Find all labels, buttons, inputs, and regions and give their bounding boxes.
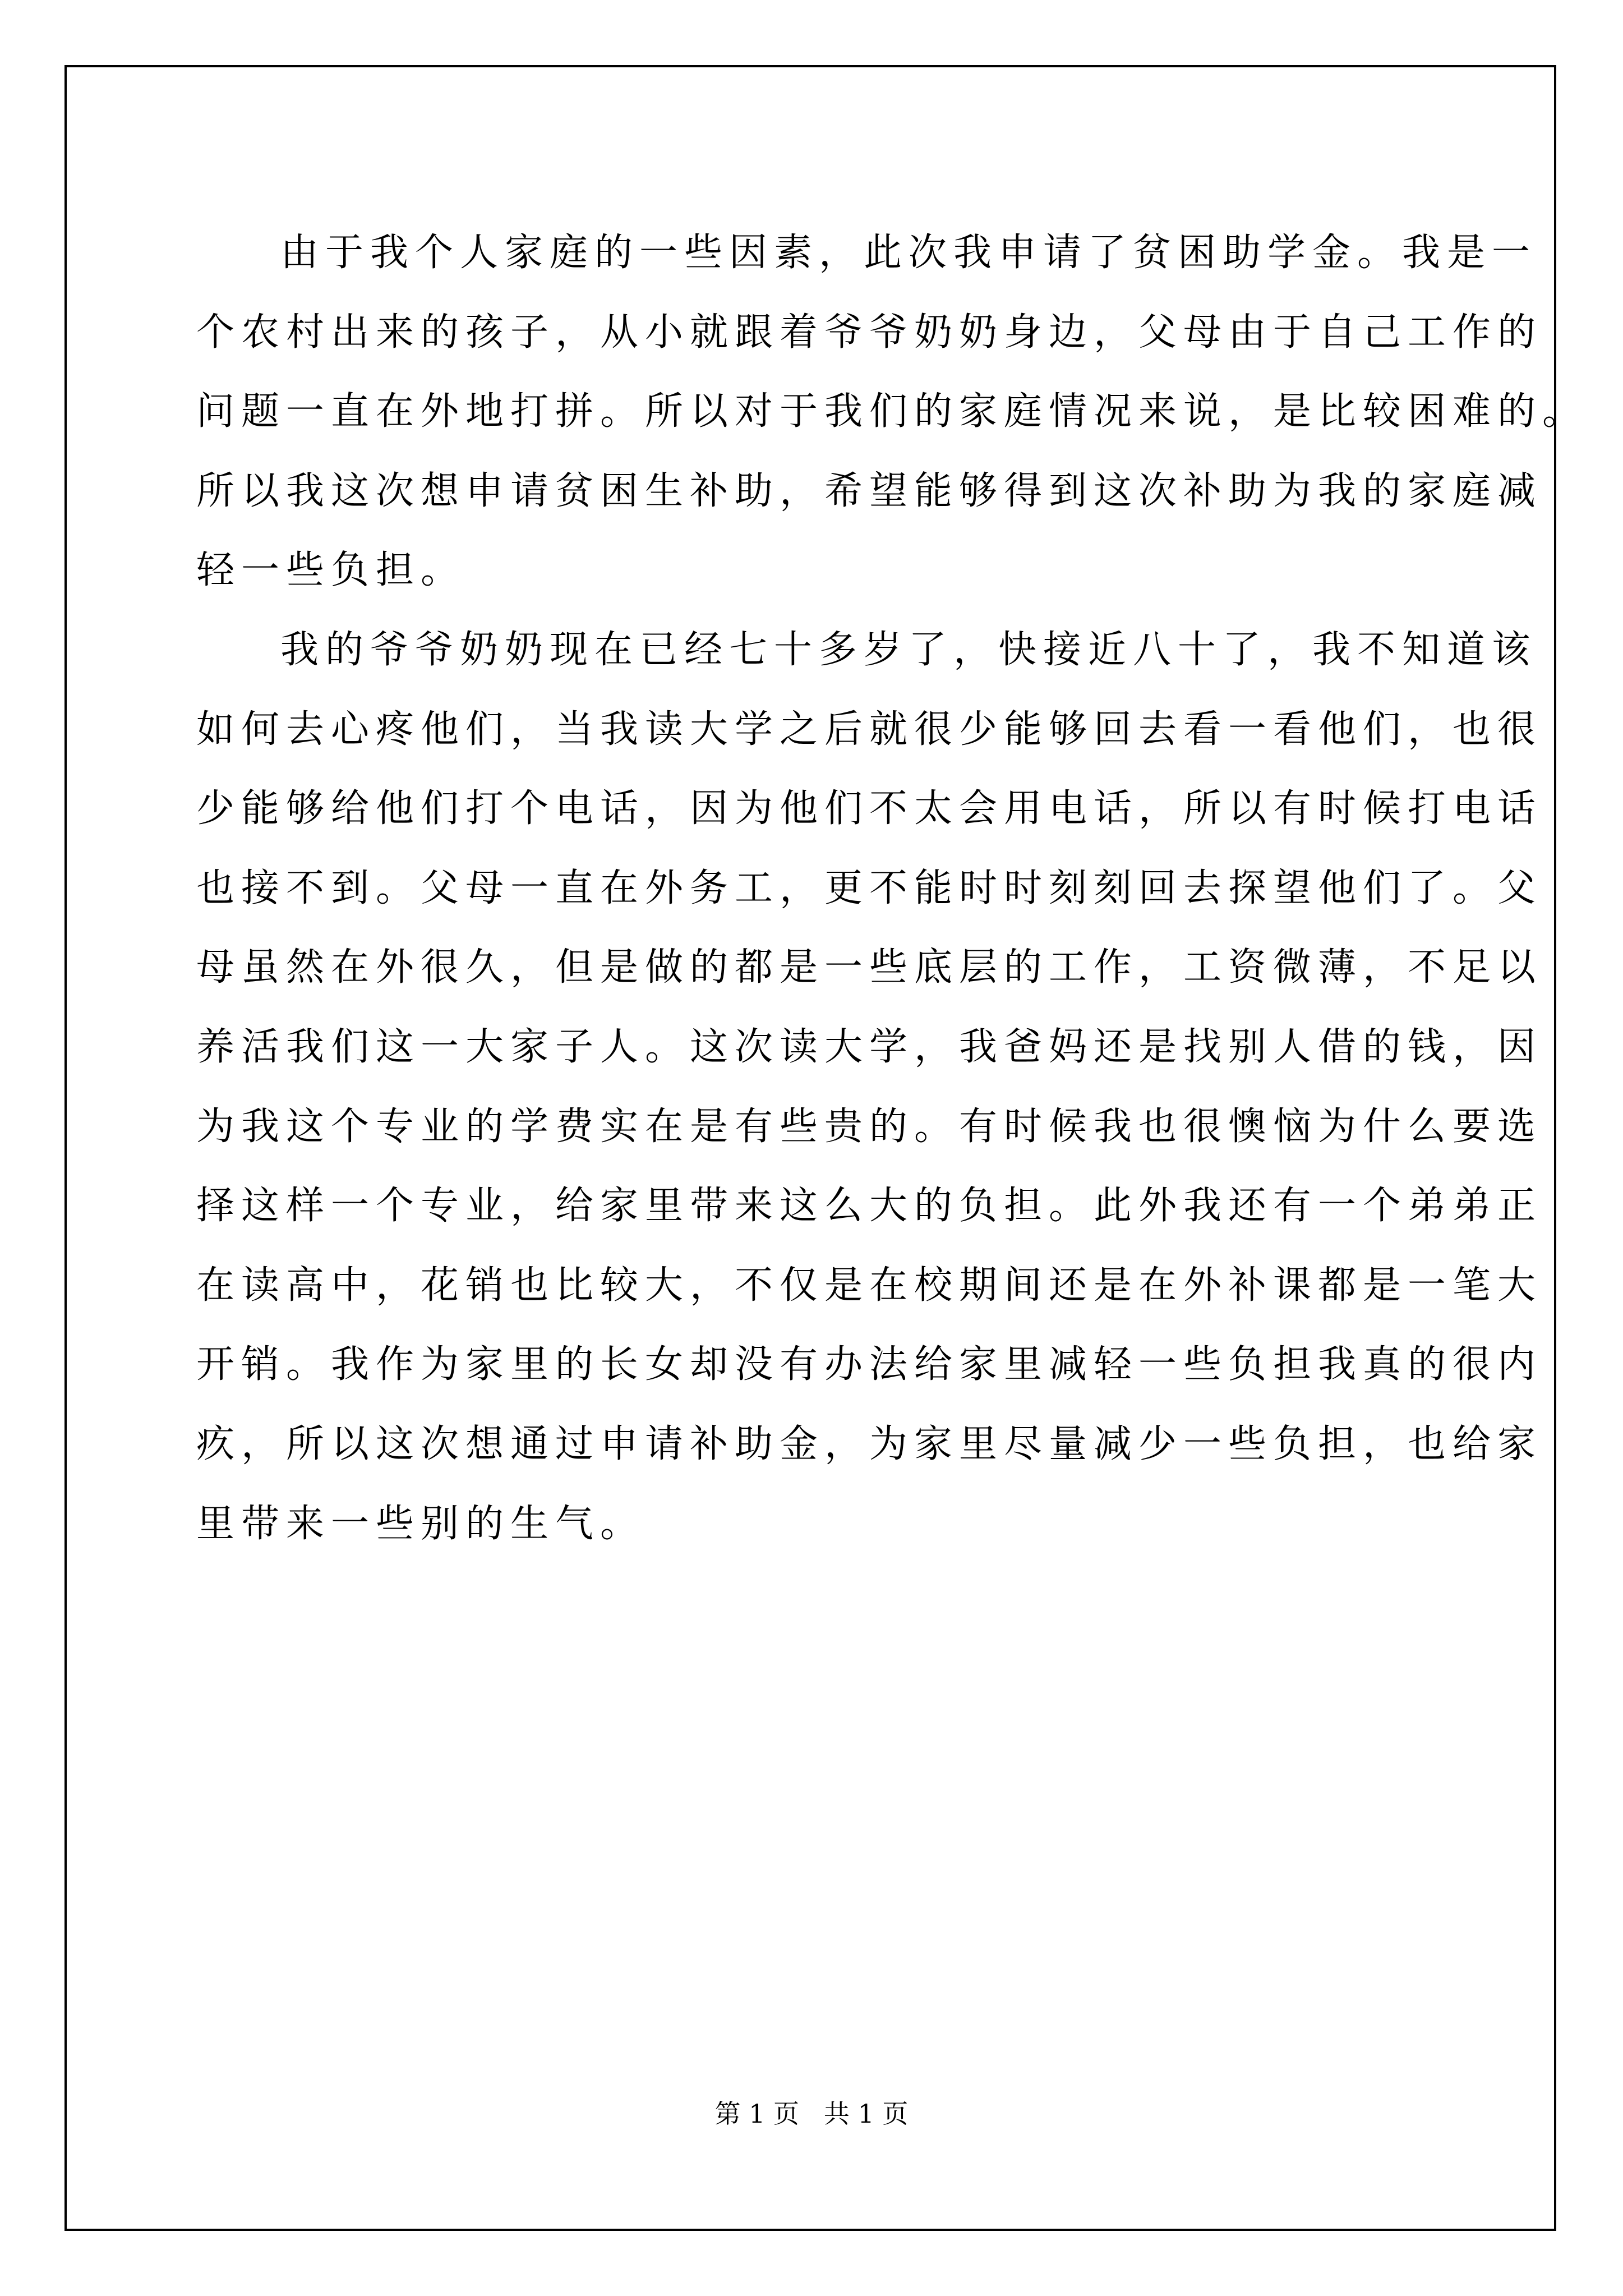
- paragraph-2-line-8: 择这样一个专业，给家里带来这么大的负担。此外我还有一个弟弟正: [196, 1184, 1543, 1228]
- paragraph-2-line-6: 养活我们这一大家子人。这次读大学，我爸妈还是找别人借的钱，因: [196, 1024, 1543, 1069]
- paragraph-2-line-10: 开销。我作为家里的长女却没有办法给家里减轻一些负担我真的很内: [196, 1342, 1543, 1387]
- paragraph-2-line-7: 为我这个专业的学费实在是有些贵的。有时候我也很懊恼为什么要选: [196, 1104, 1543, 1149]
- paragraph-1-line-3: 问题一直在外地打拼。所以对于我们的家庭情况来说，是比较困难的。: [196, 389, 1588, 434]
- paragraph-2-line-11: 疚，所以这次想通过申请补助金，为家里尽量减少一些负担，也给家: [196, 1421, 1543, 1466]
- paragraph-1-line-2: 个农村出来的孩子，从小就跟着爷爷奶奶身边，父母由于自己工作的: [196, 310, 1543, 355]
- paragraph-2-line-3: 少能够给他们打个电话，因为他们不太会用电话，所以有时候打电话: [196, 786, 1543, 831]
- paragraph-2-line-5: 母虽然在外很久，但是做的都是一些底层的工作，工资微薄，不足以: [196, 945, 1543, 990]
- page-footer-label: 第 1 页 共 1 页: [714, 2099, 909, 2129]
- paragraph-2-line-4: 也接不到。父母一直在外务工，更不能时时刻刻回去探望他们了。父: [196, 866, 1543, 910]
- paragraph-1-line-4: 所以我这次想申请贫困生补助，希望能够得到这次补助为我的家庭减: [196, 468, 1543, 513]
- paragraph-2-line-2: 如何去心疼他们，当我读大学之后就很少能够回去看一看他们，也很: [196, 707, 1543, 752]
- paragraph-2-line-12: 里带来一些别的生气。: [196, 1501, 645, 1546]
- document-body: [196, 213, 1588, 1563]
- paragraph-2-line-9: 在读高中，花销也比较大，不仅是在校期间还是在外补课都是一笔大: [196, 1263, 1543, 1308]
- paragraph-1-line-1: 由于我个人家庭的一些因素，此次我申请了贫困助学金。我是一: [280, 231, 1537, 275]
- paragraph-2-line-1: 我的爷爷奶奶现在已经七十多岁了，快接近八十了，我不知道该: [280, 627, 1537, 672]
- paragraph-1-line-5: 轻一些负担。: [196, 548, 466, 593]
